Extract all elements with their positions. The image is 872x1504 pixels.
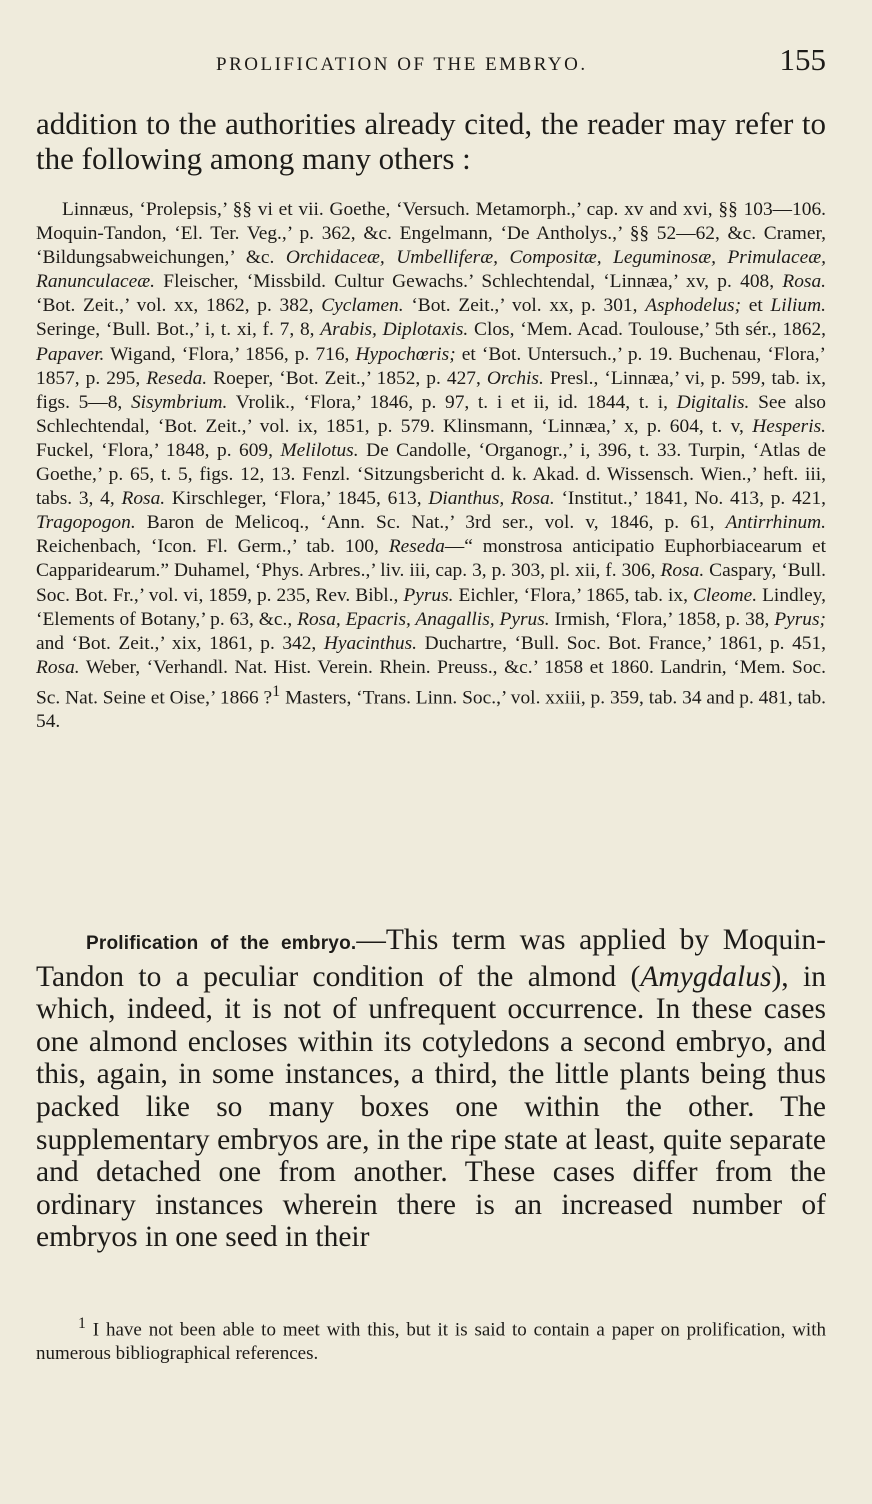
italic-taxon: Amygdalus xyxy=(640,960,772,993)
italic-taxon: Pyrus. xyxy=(403,584,454,606)
italic-taxon: Rosa. xyxy=(782,271,826,293)
footnote xyxy=(36,1312,826,1365)
text-run: Masters, ‘Trans. Linn. Soc.,’ vol. xxiii, p. 359, tab. 34 and p. 481, tab. 54. xyxy=(36,687,826,733)
text-run: ‘Institut.,’ 1841, No. 413, p. 421, xyxy=(554,488,826,510)
italic-taxon: Papaver. xyxy=(36,343,105,365)
text-run: Fuckel, ‘Flora,’ 1848, p. 609, xyxy=(36,439,281,461)
page-number: 155 xyxy=(779,42,826,77)
italic-taxon: Rosa. xyxy=(36,656,80,678)
page-header xyxy=(36,40,826,84)
italic-taxon: Hypochœris; xyxy=(355,343,456,365)
text-run: ), in which, indeed, it is not of unfrequent occurrence. In these cases one almond encloses within its cotyledons a second embryo, and this, again, in some instances, a third, the little plants being thus packed like so many boxes one within the other. The supplementary embryos are, in the ripe state at least, quite separate and detached one from another. These cases differ from the ordinary instances wherein there is an increased number of embryos in one seed in their xyxy=(36,960,826,1254)
text-run: Vrolik., ‘Flora,’ 1846, p. 97, t. i et ii, id. 1844, t. i, xyxy=(227,391,677,413)
italic-taxon: Orchis. xyxy=(486,367,544,389)
italic-taxon: Melilotus. xyxy=(280,439,359,461)
italic-taxon: Sisymbrium. xyxy=(130,391,228,413)
lead-paragraph: addition to the authorities already cited, the reader may refer to the following among many others : xyxy=(36,106,826,176)
italic-taxon: Asphodelus; xyxy=(645,295,742,317)
text-run: Linnæus, ‘Prolepsis,’ §§ vi et vii. Goethe, ‘Versuch. Metamorph.,’ cap. xv and xvi, §§ 103—106. Moquin-Tandon, ‘El. Ter. Veg.,’ p. 362, &c. Engelmann, ‘De Antholys.,’ §§ 52—62, &c. Cramer, ‘Bildungsabweichungen,’ &c. xyxy=(36,199,826,269)
text-run: ‘Bot. Zeit.,’ vol. xx, p. 301, xyxy=(403,295,646,317)
text-run: Weber, ‘Verhandl. Nat. Hist. Verein. Rhein. Preuss., &c.’ 1858 et 1860. Landrin, ‘Mem. Soc. Sc. Nat. Seine et Oise,’ 1866 ? xyxy=(36,656,826,709)
text-run: —“ monstrosa anticipatio Euphorbiacearum et Capparidearum.” Duhamel, ‘Phys. Arbres.,’ liv. iii, cap. 3, p. 303, pl. xii, f. 306, xyxy=(36,536,826,582)
text-run: De Candolle, ‘Organogr.,’ i, 396, t. 33. Turpin, ‘Atlas de Goethe,’ p. 65, t. 5, figs. 12, 13. Fenzl. ‘Sitzungsbericht d. k. Akad. d. Wissensch. Wien.,’ heft. iii, tabs. 3, 4, xyxy=(36,439,826,510)
text-run: et ‘Bot. Untersuch.,’ p. 19. Buchenau, ‘Flora,’ 1857, p. 295, xyxy=(36,343,827,389)
italic-taxon: Hesperis. xyxy=(752,415,826,437)
text-run: and ‘Bot. Zeit.,’ xix, 1861, p. 342, xyxy=(36,632,324,654)
text-run: et xyxy=(741,295,771,317)
running-title: PROLIFICATION OF THE EMBRYO. xyxy=(216,54,588,75)
text-run: Reichenbach, ‘Icon. Fl. Germ.,’ tab. 100, xyxy=(36,536,389,558)
text-run: Kirschleger, ‘Flora,’ 1845, 613, xyxy=(165,488,429,510)
text-run: Baron de Melicoq., ‘Ann. Sc. Nat.,’ 3rd ser., vol. v, 1846, p. 61, xyxy=(135,512,726,534)
section-heading: Prolification of the embryo. xyxy=(86,933,357,954)
footnote-marker: 1 xyxy=(78,1315,86,1332)
italic-taxon: Rosa. xyxy=(660,560,705,582)
text-run: Roeper, ‘Bot. Zeit.,’ 1852, p. 427, xyxy=(207,367,487,389)
italic-taxon: Orchidaceæ, Umbelliferæ, Compositæ, Leguminosæ, Primulaceæ, Ranunculaceæ. xyxy=(36,247,826,293)
text-run: Clos, ‘Mem. Acad. Toulouse,’ 5th sér., 1862, xyxy=(468,319,826,341)
italic-taxon: Reseda xyxy=(388,536,445,558)
italic-taxon: Cleome. xyxy=(692,584,758,606)
section-body xyxy=(36,924,826,1253)
italic-taxon: Hyacinthus. xyxy=(323,632,418,654)
italic-taxon: Digitalis. xyxy=(676,391,750,413)
text-run: Seringe, ‘Bull. Bot.,’ i, t. xi, f. 7, 8, xyxy=(36,319,321,341)
italic-taxon: Antirrhinum. xyxy=(725,512,826,534)
text-run: Presl., ‘Linnæa,’ vi, p. 599, tab. ix, figs. 5—8, xyxy=(36,367,826,413)
italic-taxon: Rosa, Epacris, Anagallis, Pyrus. xyxy=(297,608,550,630)
italic-taxon: Rosa. xyxy=(121,488,166,510)
prolification-section xyxy=(36,924,826,1254)
italic-taxon: Tragopogon. xyxy=(36,512,136,534)
footnote-ref-marker: 1 xyxy=(272,682,281,700)
text-run: Duchartre, ‘Bull. Soc. Bot. France,’ 1861, p. 451, xyxy=(417,632,827,654)
footnote-text: I have not been able to meet with this, but it is said to contain a paper on prolification, with numerous bibliographical references. xyxy=(36,1319,826,1364)
text-run: See also Schlechtendal, ‘Bot. Zeit.,’ vol. ix, 1851, p. 579. Klinsmann, ‘Linnæa,’ x, p. 604, t. v, xyxy=(36,391,826,437)
italic-taxon: Lilium. xyxy=(770,295,826,317)
text-run: Fleischer, ‘Missbild. Cultur Gewachs.’ Schlechtendal, ‘Linnæa,’ xv, p. 408, xyxy=(155,271,783,293)
text-run: Lindley, ‘Elements of Botany,’ p. 63, &c., xyxy=(36,584,826,630)
text-run: Wigand, ‘Flora,’ 1856, p. 716, xyxy=(104,343,356,365)
text-run: Irmish, ‘Flora,’ 1858, p. 38, xyxy=(549,608,775,630)
text-run: Eichler, ‘Flora,’ 1865, tab. ix, xyxy=(453,584,693,606)
italic-taxon: Pyrus; xyxy=(774,608,826,630)
italic-taxon: Dianthus, Rosa. xyxy=(428,488,555,510)
references-paragraph xyxy=(36,198,826,735)
text-run: —This term was applied by Moquin-Tandon to a peculiar condition of the almond ( xyxy=(36,924,826,993)
italic-taxon: Reseda. xyxy=(146,367,208,389)
italic-taxon: Arabis, Diplotaxis. xyxy=(320,319,469,341)
text-run: ‘Bot. Zeit.,’ vol. xx, 1862, p. 382, xyxy=(36,295,322,317)
text-run: Caspary, ‘Bull. Soc. Bot. Fr.,’ vol. vi, 1859, p. 235, Rev. Bibl., xyxy=(36,560,826,606)
italic-taxon: Cyclamen. xyxy=(321,295,404,317)
